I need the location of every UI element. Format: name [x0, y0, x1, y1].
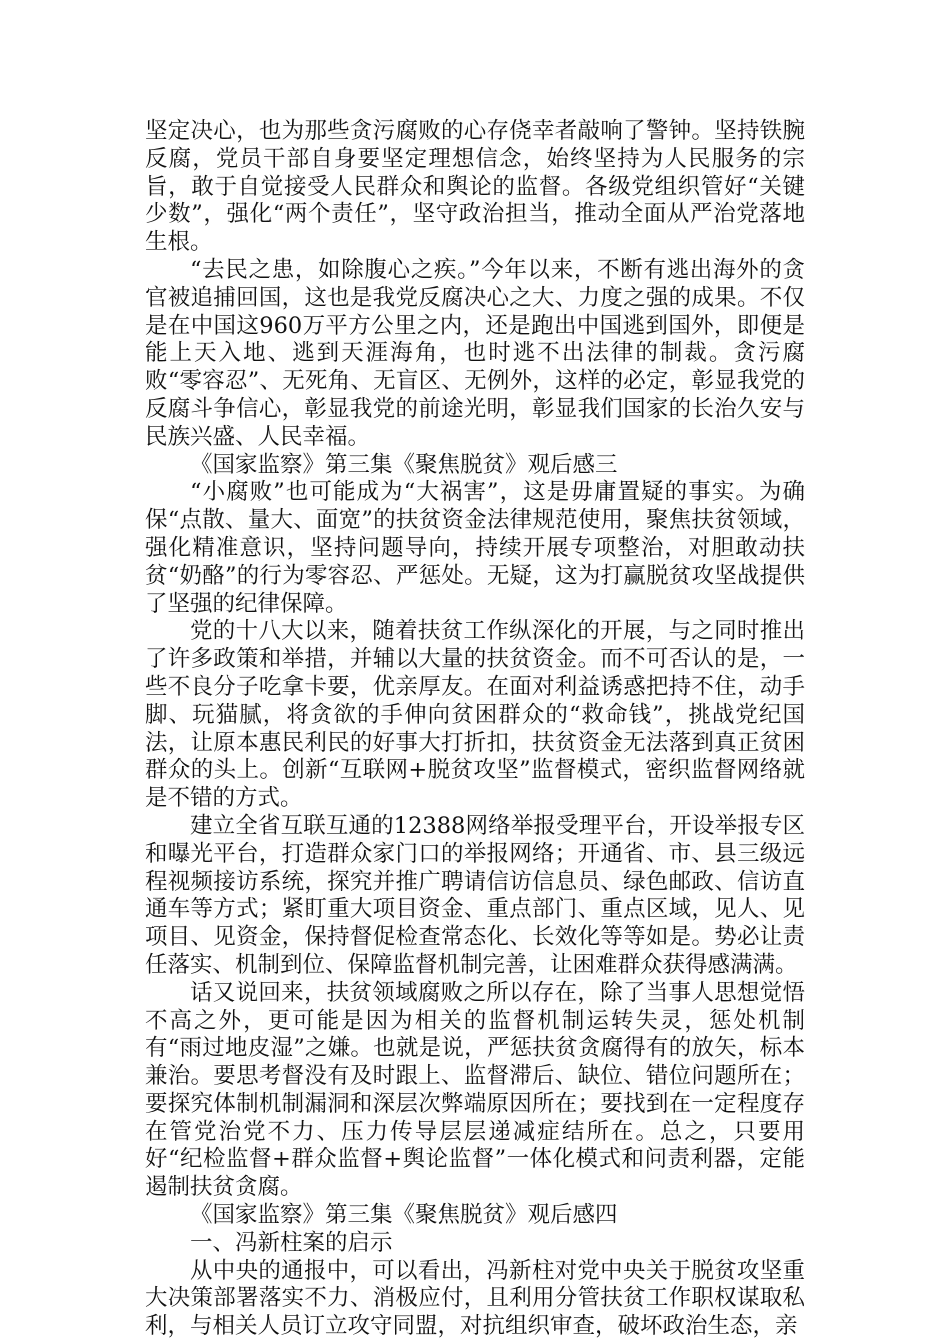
section-title-3: 《国家监察》第三集《聚焦脱贫》观后感三	[190, 451, 618, 478]
paragraph-2: “去民之患，如除腹心之疾。”今年以来，不断有逃出海外的贪官被追捕回国，这也是我党反腐决心之大、力度之强的成果。不仅是在中国这960万平方公里之内，还是跑出中国逃到国外，即便是能上天入地、逃到天涯海角，也时逃不出法律的制裁。贪污腐败“零容忍”、无死角、无盲区、无例外，这样的必定，彰显我党的反腐斗争信心，彰显我党的前途光明，彰显我们国家的长治久安与民族兴盛、人民幸福。	[145, 256, 805, 450]
paragraph-6: 话又说回来，扶贫领域腐败之所以存在，除了当事人思想觉悟不高之外，更可能是因为相关的监督机制运转失灵，惩处机制有“雨过地皮湿”之嫌。也就是说，严惩扶贫贪腐得有的放矢，标本兼治。要思考督没有及时跟上、监督滞后、缺位、错位问题所在；要探究体制机制漏洞和深层次弊端原因所在；要找到在一定程度存在管党治党不力、压力传导层层递减症结所在。总之，只要用好“纪检监督+群众监督+舆论监督”一体化模式和问责利器，定能遏制扶贫贪腐。	[145, 979, 805, 1201]
paragraph-7: 从中央的通报中，可以看出，冯新柱对党中央关于脱贫攻坚重大决策部署落实不力、消极应付，且利用分管扶贫工作职权谋取私利，与相关人员订立攻守同盟，对抗组织审查，破坏政治生态，亲	[145, 1257, 805, 1340]
paragraph-1: 坚定决心，也为那些贪污腐败的心存侥幸者敲响了警钟。坚持铁腕反腐，党员干部自身要坚定理想信念，始终坚持为人民服务的宗旨，敢于自觉接受人民群众和舆论的监督。各级党组织管好“关键少数”，强化“两个责任”，坚守政治担当，推动全面从严治党落地生根。	[145, 118, 805, 256]
paragraph-3: “小腐败”也可能成为“大祸害”，这是毋庸置疑的事实。为确保“点散、量大、面宽”的扶贫资金法律规范使用，聚焦扶贫领域，强化精准意识，坚持问题导向，持续开展专项整治，对胆敢动扶贫“奶酪”的行为零容忍、严惩处。无疑，这为打赢脱贫攻坚战提供了坚强的纪律保障。	[145, 479, 805, 617]
paragraph-4: 党的十八大以来，随着扶贫工作纵深化的开展，与之同时推出了许多政策和举措，并辅以大量的扶贫资金。而不可否认的是，一些不良分子吃拿卡要，优亲厚友。在面对利益诱惑把持不住，动手脚、玩猫腻，将贪欲的手伸向贫困群众的“救命钱”，挑战党纪国法，让原本惠民利民的好事大打折扣，扶贫资金无法落到真正贫困群众的头上。创新“互联网+脱贫攻坚”监督模式，密织监督网络就是不错的方式。	[145, 618, 805, 812]
document-page	[145, 118, 805, 1341]
paragraph-5: 建立全省互联互通的12388网络举报受理平台，开设举报专区和曝光平台，打造群众家门口的举报网络；开通省、市、县三级远程视频接访系统，探究并推广聘请信访信息员、绿色邮政、信访直通车等方式；紧盯重大项目资金、重点部门、重点区域，见人、见项目、见资金，保持督促检查常态化、长效化等等如是。势必让责任落实、机制到位、保障监督机制完善，让困难群众获得感满满。	[145, 812, 805, 978]
section-title-4: 《国家监察》第三集《聚焦脱贫》观后感四	[190, 1202, 618, 1229]
subsection-title: 一、冯新柱案的启示	[190, 1229, 393, 1256]
